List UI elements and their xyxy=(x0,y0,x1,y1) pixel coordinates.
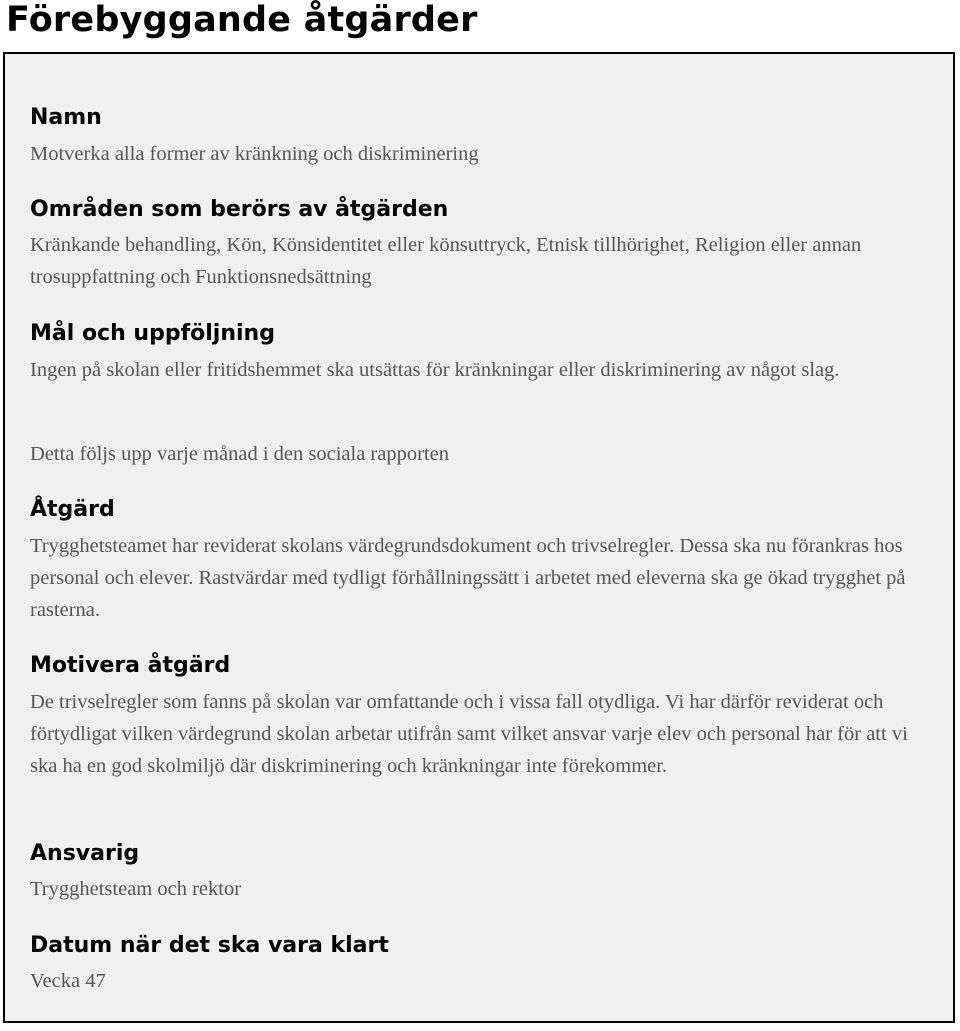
section-text-ansvarig: Trygghetsteam och rektor xyxy=(30,878,242,900)
section-heading-motivera: Motivera åtgärd xyxy=(30,653,231,678)
section-text-datum: Vecka 47 xyxy=(30,970,106,992)
section-text-mal: Ingen på skolan eller fritidshemmet ska utsättas för kränkningar eller diskriminering av något slag. xyxy=(30,359,840,381)
section-heading-omraden: Områden som berörs av åtgärden xyxy=(30,197,449,222)
section-heading-namn: Namn xyxy=(30,105,102,130)
section-text-omraden: Kränkande behandling, Kön, Könsidentitet eller könsuttryck, Etnisk tillhörighet, Religion eller annan trosuppfattning och Funktionsnedsättning xyxy=(30,234,862,288)
section-heading-atgard: Åtgärd xyxy=(30,497,115,522)
section-heading-datum: Datum när det ska vara klart xyxy=(30,933,389,958)
section-text-atgard: Trygghetsteamet har reviderat skolans värdegrundsdokument och trivselregler. Dessa ska nu förankras hos personal och elever. Rastvärdar med tydligt förhållningssätt i arbetet med eleverna ska ge ökad trygghet på rasterna. xyxy=(30,535,906,621)
section-text-motivera: De trivselregler som fanns på skolan var omfattande och i vissa fall otydliga. Vi har därför reviderat och förtydligat vilken värdegrund skolan arbetar utifrån samt vilket ansvar varje elev och personal har för att vi ska ha en god skolmiljö där diskriminering och kränkningar inte förekommer. xyxy=(30,691,908,777)
section-text-namn: Motverka alla former av kränkning och diskriminering xyxy=(30,143,479,165)
section-heading-ansvarig: Ansvarig xyxy=(30,841,140,866)
page-title: Förebyggande åtgärder xyxy=(6,0,478,40)
section-text-mal-followup: Detta följs upp varje månad i den sociala rapporten xyxy=(30,443,449,465)
section-heading-mal: Mål och uppföljning xyxy=(30,321,275,346)
